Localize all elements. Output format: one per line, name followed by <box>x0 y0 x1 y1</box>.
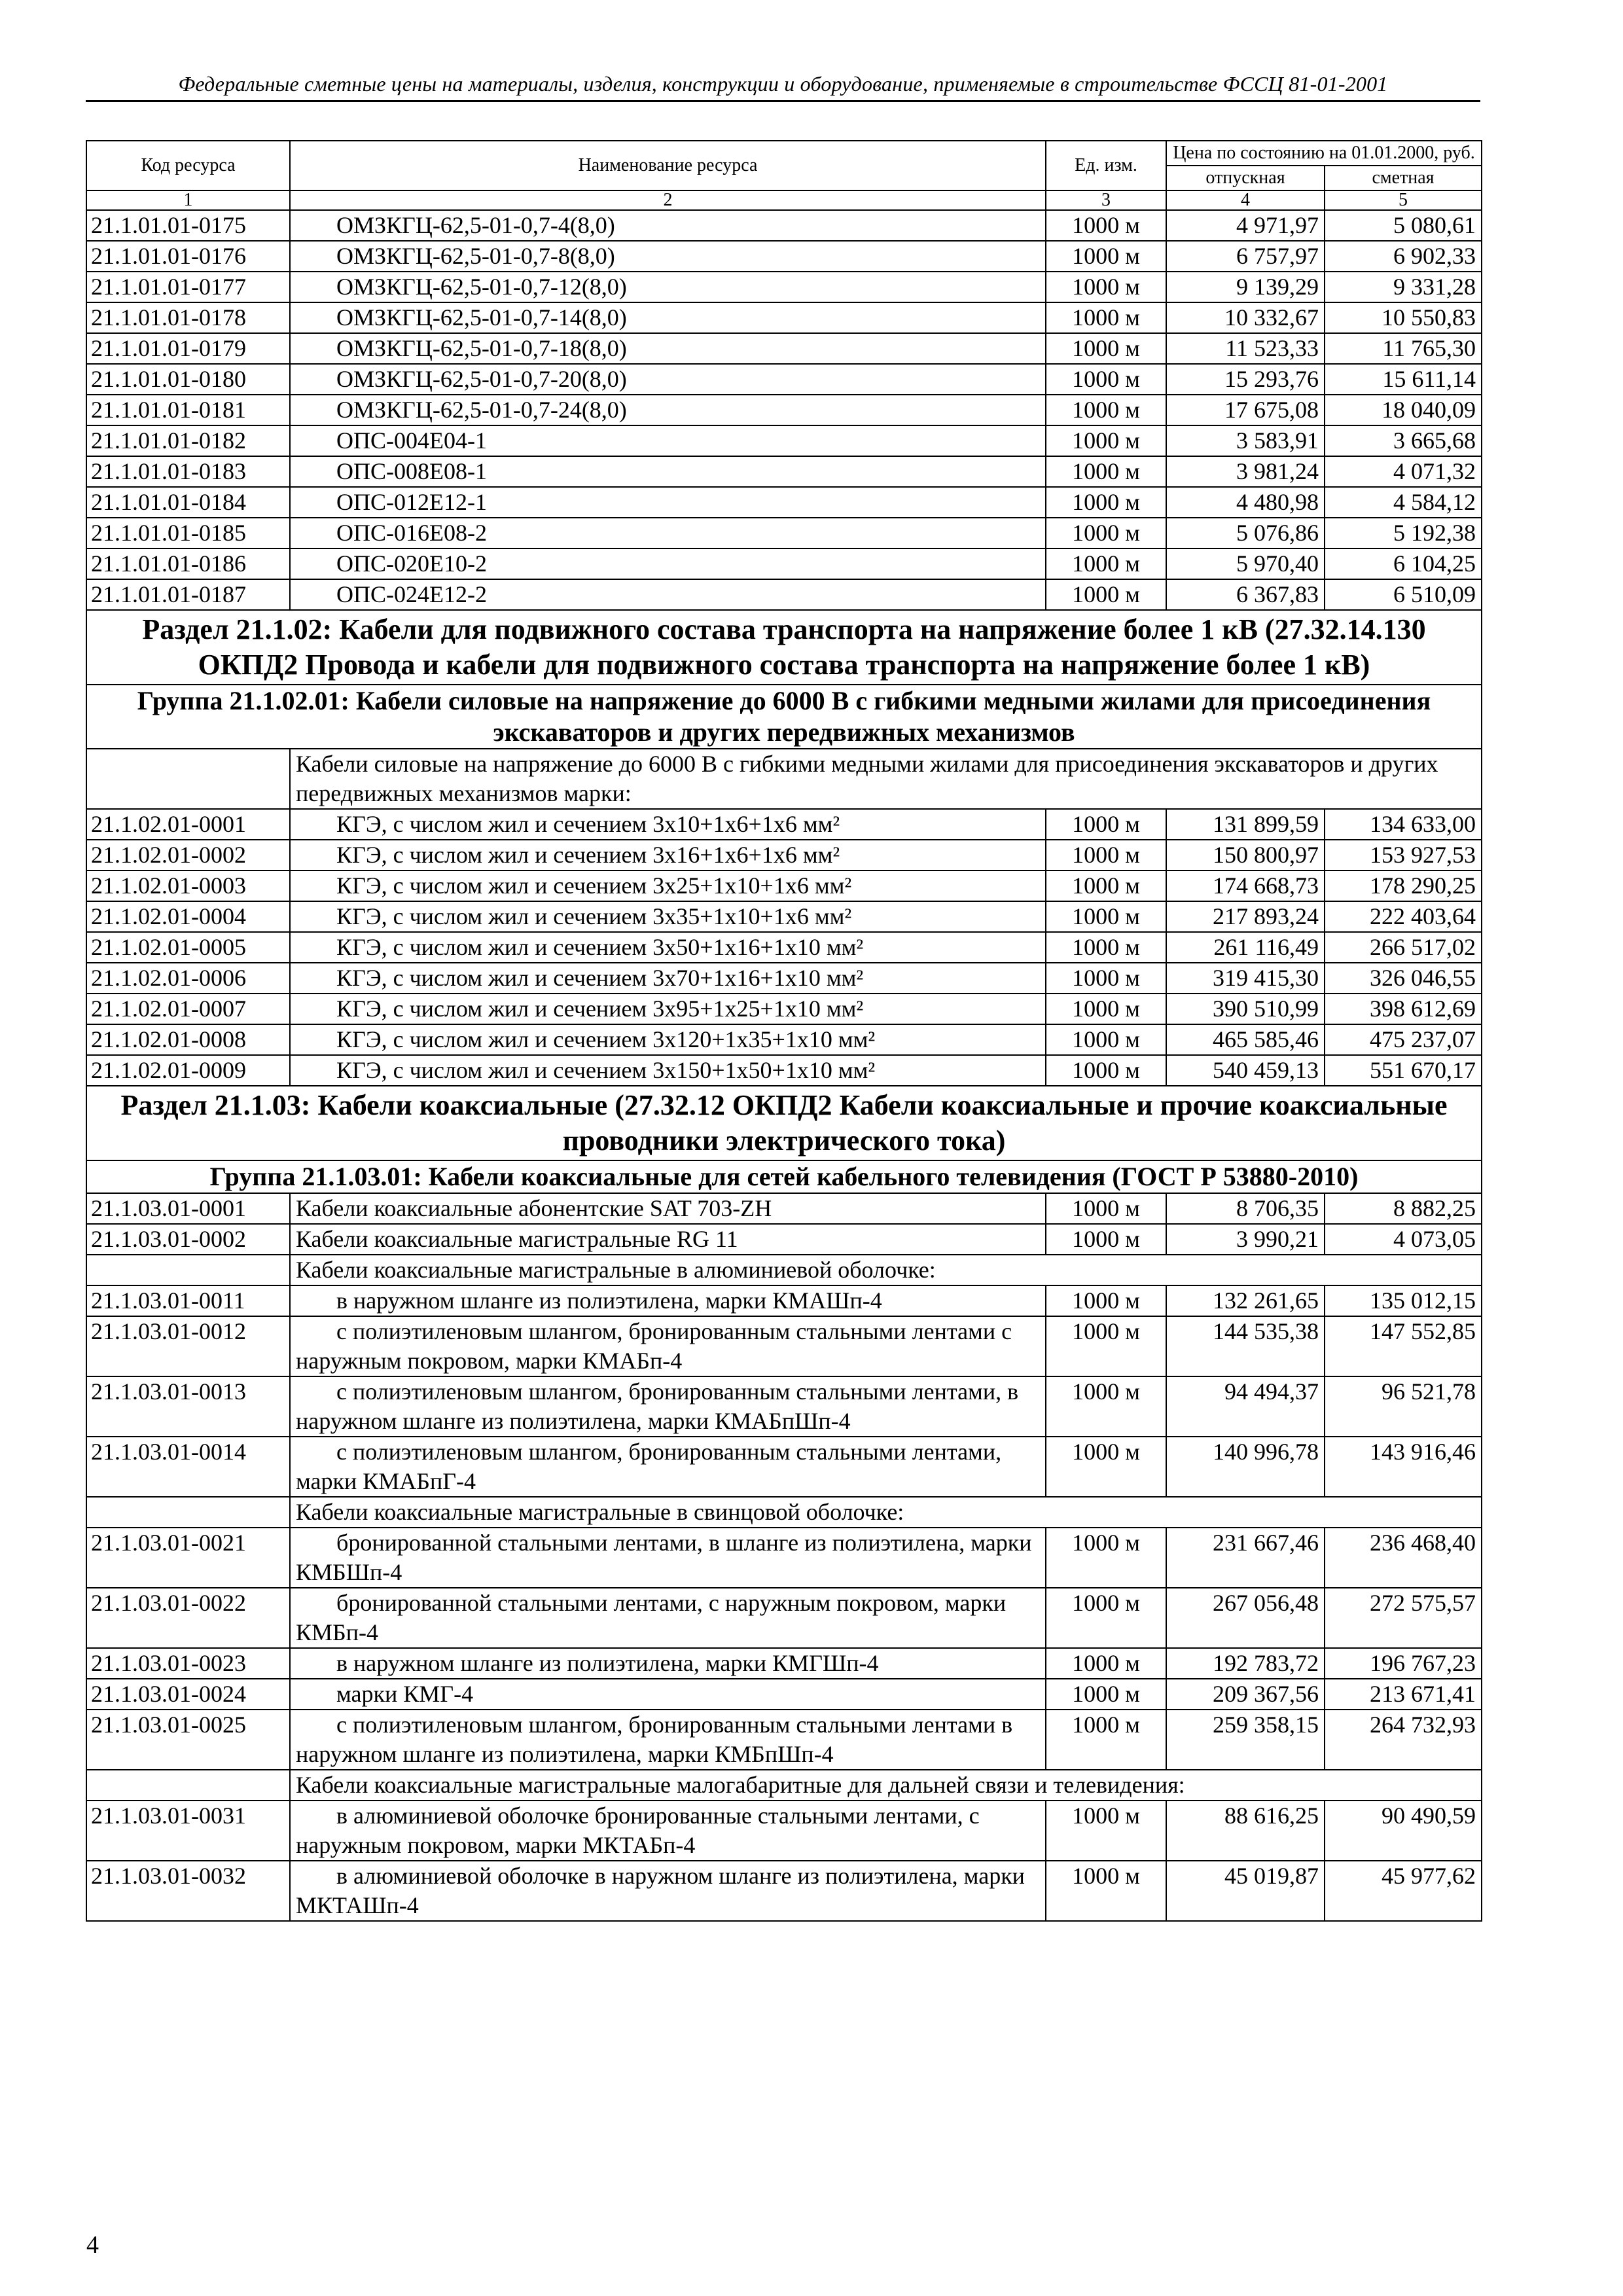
subgroup-note-row <box>86 749 1482 809</box>
estimate-price: 272 575,57 <box>1325 1588 1482 1648</box>
release-price: 15 293,76 <box>1166 364 1325 395</box>
unit: 1000 м <box>1046 1648 1166 1679</box>
release-price: 5 076,86 <box>1166 518 1325 548</box>
resource-name: ОПС-016Е08-2 <box>290 518 1046 548</box>
resource-name: ОПС-020Е10-2 <box>290 548 1046 579</box>
header-price: Цена по состоянию на 01.01.2000, руб. <box>1166 141 1482 166</box>
table-row <box>86 1376 1482 1437</box>
resource-code: 21.1.03.01-0011 <box>86 1285 290 1316</box>
estimate-price: 6 902,33 <box>1325 241 1482 272</box>
unit: 1000 м <box>1046 1193 1166 1224</box>
empty-code-cell <box>86 1255 290 1285</box>
resource-code: 21.1.01.01-0175 <box>86 210 290 241</box>
section-heading: Раздел 21.1.03: Кабели коаксиальные (27.32.12 ОКПД2 Кабели коаксиальные и прочие коаксиальные проводники электрического тока) <box>86 1086 1482 1160</box>
resource-code: 21.1.02.01-0003 <box>86 870 290 901</box>
release-price: 88 616,25 <box>1166 1801 1325 1861</box>
table-row <box>86 1055 1482 1086</box>
resource-name: бронированной стальными лентами, с наружным покровом, марки КМБп-4 <box>290 1588 1046 1648</box>
resource-name: ОМЗКГЦ-62,5-01-0,7-20(8,0) <box>290 364 1046 395</box>
resource-name: марки КМГ-4 <box>290 1679 1046 1710</box>
unit: 1000 м <box>1046 1024 1166 1055</box>
resource-name: КГЭ, с числом жил и сечением 3х120+1х35+1х10 мм² <box>290 1024 1046 1055</box>
resource-code: 21.1.01.01-0177 <box>86 272 290 302</box>
resource-code: 21.1.01.01-0178 <box>86 302 290 333</box>
table-row <box>86 548 1482 579</box>
unit: 1000 м <box>1046 1801 1166 1861</box>
unit: 1000 м <box>1046 1861 1166 1921</box>
unit: 1000 м <box>1046 1224 1166 1255</box>
unit: 1000 м <box>1046 901 1166 932</box>
release-price: 8 706,35 <box>1166 1193 1325 1224</box>
estimate-price: 398 612,69 <box>1325 994 1482 1024</box>
column-number: 2 <box>290 190 1046 210</box>
resource-code: 21.1.03.01-0002 <box>86 1224 290 1255</box>
table-body <box>86 210 1482 1921</box>
release-price: 3 981,24 <box>1166 456 1325 487</box>
resource-name: ОМЗКГЦ-62,5-01-0,7-8(8,0) <box>290 241 1046 272</box>
estimate-price: 96 521,78 <box>1325 1376 1482 1437</box>
resource-name: в алюминиевой оболочке в наружном шланге из полиэтилена, марки МКТАШп-4 <box>290 1861 1046 1921</box>
resource-name: КГЭ, с числом жил и сечением 3х35+1х10+1х6 мм² <box>290 901 1046 932</box>
empty-code-cell <box>86 749 290 809</box>
resource-name: КГЭ, с числом жил и сечением 3х70+1х16+1х10 мм² <box>290 963 1046 994</box>
estimate-price: 6 104,25 <box>1325 548 1482 579</box>
table-row <box>86 1801 1482 1861</box>
estimate-price: 3 665,68 <box>1325 425 1482 456</box>
subgroup-note-row <box>86 1255 1482 1285</box>
resource-name: в алюминиевой оболочке бронированные стальными лентами, с наружным покровом, марки МКТАБп-4 <box>290 1801 1046 1861</box>
resource-code: 21.1.03.01-0001 <box>86 1193 290 1224</box>
table-row <box>86 487 1482 518</box>
subgroup-note: Кабели коаксиальные магистральные в алюминиевой оболочке: <box>290 1255 1482 1285</box>
estimate-price: 147 552,85 <box>1325 1316 1482 1376</box>
release-price: 45 019,87 <box>1166 1861 1325 1921</box>
resource-name: ОПС-024Е12-2 <box>290 579 1046 610</box>
unit: 1000 м <box>1046 487 1166 518</box>
header-code: Код ресурса <box>86 141 290 190</box>
unit: 1000 м <box>1046 302 1166 333</box>
release-price: 217 893,24 <box>1166 901 1325 932</box>
table-row <box>86 1861 1482 1921</box>
group-heading-row <box>86 685 1482 749</box>
resource-name: КГЭ, с числом жил и сечением 3х95+1х25+1х10 мм² <box>290 994 1046 1024</box>
release-price: 267 056,48 <box>1166 1588 1325 1648</box>
release-price: 261 116,49 <box>1166 932 1325 963</box>
estimate-price: 236 468,40 <box>1325 1528 1482 1588</box>
resource-name: в наружном шланге из полиэтилена, марки КМАШп-4 <box>290 1285 1046 1316</box>
unit: 1000 м <box>1046 210 1166 241</box>
table-row <box>86 395 1482 425</box>
resource-name: ОМЗКГЦ-62,5-01-0,7-12(8,0) <box>290 272 1046 302</box>
table-row <box>86 241 1482 272</box>
resource-name: КГЭ, с числом жил и сечением 3х25+1х10+1х6 мм² <box>290 870 1046 901</box>
resource-code: 21.1.03.01-0013 <box>86 1376 290 1437</box>
resource-code: 21.1.03.01-0012 <box>86 1316 290 1376</box>
empty-code-cell <box>86 1770 290 1801</box>
resource-code: 21.1.01.01-0179 <box>86 333 290 364</box>
resource-code: 21.1.03.01-0032 <box>86 1861 290 1921</box>
unit: 1000 м <box>1046 1055 1166 1086</box>
unit: 1000 м <box>1046 1316 1166 1376</box>
column-number: 4 <box>1166 190 1325 210</box>
unit: 1000 м <box>1046 395 1166 425</box>
unit: 1000 м <box>1046 518 1166 548</box>
table-row <box>86 1710 1482 1770</box>
estimate-price: 4 584,12 <box>1325 487 1482 518</box>
estimate-price: 178 290,25 <box>1325 870 1482 901</box>
release-price: 10 332,67 <box>1166 302 1325 333</box>
resource-code: 21.1.03.01-0024 <box>86 1679 290 1710</box>
release-price: 259 358,15 <box>1166 1710 1325 1770</box>
estimate-price: 45 977,62 <box>1325 1861 1482 1921</box>
resource-code: 21.1.01.01-0183 <box>86 456 290 487</box>
resource-name: в наружном шланге из полиэтилена, марки КМГШп-4 <box>290 1648 1046 1679</box>
release-price: 231 667,46 <box>1166 1528 1325 1588</box>
release-price: 465 585,46 <box>1166 1024 1325 1055</box>
release-price: 6 367,83 <box>1166 579 1325 610</box>
resource-code: 21.1.02.01-0007 <box>86 994 290 1024</box>
header-estimate-price: сметная <box>1325 166 1482 190</box>
resource-code: 21.1.03.01-0023 <box>86 1648 290 1679</box>
release-price: 140 996,78 <box>1166 1437 1325 1497</box>
subgroup-note: Кабели коаксиальные магистральные в свинцовой оболочке: <box>290 1497 1482 1528</box>
resource-name: ОМЗКГЦ-62,5-01-0,7-14(8,0) <box>290 302 1046 333</box>
running-header: Федеральные сметные цены на материалы, изделия, конструкции и оборудование, применяемые в строительстве ФССЦ 81-01-2001 <box>86 72 1480 102</box>
estimate-price: 4 071,32 <box>1325 456 1482 487</box>
release-price: 319 415,30 <box>1166 963 1325 994</box>
resource-name: ОМЗКГЦ-62,5-01-0,7-24(8,0) <box>290 395 1046 425</box>
resource-code: 21.1.03.01-0014 <box>86 1437 290 1497</box>
table-row <box>86 1224 1482 1255</box>
estimate-price: 5 192,38 <box>1325 518 1482 548</box>
resource-name: ОМЗКГЦ-62,5-01-0,7-4(8,0) <box>290 210 1046 241</box>
table-row <box>86 994 1482 1024</box>
resource-code: 21.1.02.01-0004 <box>86 901 290 932</box>
estimate-price: 15 611,14 <box>1325 364 1482 395</box>
resource-name: бронированной стальными лентами, в шланге из полиэтилена, марки КМБШп-4 <box>290 1528 1046 1588</box>
estimate-price: 134 633,00 <box>1325 809 1482 840</box>
resource-code: 21.1.02.01-0005 <box>86 932 290 963</box>
release-price: 132 261,65 <box>1166 1285 1325 1316</box>
subgroup-note-row <box>86 1497 1482 1528</box>
unit: 1000 м <box>1046 1679 1166 1710</box>
unit: 1000 м <box>1046 241 1166 272</box>
resource-code: 21.1.01.01-0186 <box>86 548 290 579</box>
table-row <box>86 1437 1482 1497</box>
table-row <box>86 1528 1482 1588</box>
resource-code: 21.1.01.01-0185 <box>86 518 290 548</box>
unit: 1000 м <box>1046 870 1166 901</box>
release-price: 11 523,33 <box>1166 333 1325 364</box>
estimate-price: 5 080,61 <box>1325 210 1482 241</box>
column-number-row <box>86 190 1482 210</box>
table-row <box>86 840 1482 870</box>
table-row <box>86 579 1482 610</box>
subgroup-note: Кабели силовые на напряжение до 6000 В с гибкими медными жилами для присоединения экскаваторов и других передвижных механизмов марки: <box>290 749 1482 809</box>
estimate-price: 266 517,02 <box>1325 932 1482 963</box>
release-price: 150 800,97 <box>1166 840 1325 870</box>
resource-name: КГЭ, с числом жил и сечением 3х50+1х16+1х10 мм² <box>290 932 1046 963</box>
resource-code: 21.1.01.01-0184 <box>86 487 290 518</box>
section-heading-row <box>86 610 1482 685</box>
unit: 1000 м <box>1046 425 1166 456</box>
table-row <box>86 364 1482 395</box>
release-price: 6 757,97 <box>1166 241 1325 272</box>
table-row <box>86 456 1482 487</box>
resource-name: ОПС-008Е08-1 <box>290 456 1046 487</box>
table-row <box>86 210 1482 241</box>
table-row <box>86 1285 1482 1316</box>
unit: 1000 м <box>1046 1710 1166 1770</box>
estimate-price: 143 916,46 <box>1325 1437 1482 1497</box>
resource-code: 21.1.01.01-0180 <box>86 364 290 395</box>
estimate-price: 326 046,55 <box>1325 963 1482 994</box>
release-price: 131 899,59 <box>1166 809 1325 840</box>
release-price: 390 510,99 <box>1166 994 1325 1024</box>
release-price: 174 668,73 <box>1166 870 1325 901</box>
unit: 1000 м <box>1046 1588 1166 1648</box>
release-price: 4 480,98 <box>1166 487 1325 518</box>
unit: 1000 м <box>1046 809 1166 840</box>
resource-code: 21.1.03.01-0022 <box>86 1588 290 1648</box>
table-row <box>86 333 1482 364</box>
group-heading: Группа 21.1.02.01: Кабели силовые на напряжение до 6000 В с гибкими медными жилами для присоединения экскаваторов и других передвижных механизмов <box>86 685 1482 749</box>
estimate-price: 222 403,64 <box>1325 901 1482 932</box>
resource-name: КГЭ, с числом жил и сечением 3х10+1х6+1х6 мм² <box>290 809 1046 840</box>
resource-code: 21.1.03.01-0031 <box>86 1801 290 1861</box>
resource-code: 21.1.02.01-0008 <box>86 1024 290 1055</box>
resource-name: с полиэтиленовым шлангом, бронированным стальными лентами, марки КМАБпГ-4 <box>290 1437 1046 1497</box>
table-row <box>86 963 1482 994</box>
unit: 1000 м <box>1046 364 1166 395</box>
unit: 1000 м <box>1046 579 1166 610</box>
resource-name: ОПС-012Е12-1 <box>290 487 1046 518</box>
resource-name: ОПС-004Е04-1 <box>290 425 1046 456</box>
estimate-price: 8 882,25 <box>1325 1193 1482 1224</box>
release-price: 94 494,37 <box>1166 1376 1325 1437</box>
group-heading-row <box>86 1160 1482 1193</box>
table-header-row <box>86 141 1482 166</box>
estimate-price: 551 670,17 <box>1325 1055 1482 1086</box>
resource-name: Кабели коаксиальные абонентские SAT 703-ZH <box>290 1193 1046 1224</box>
table-row <box>86 1679 1482 1710</box>
resource-name: Кабели коаксиальные магистральные RG 11 <box>290 1224 1046 1255</box>
release-price: 209 367,56 <box>1166 1679 1325 1710</box>
release-price: 144 535,38 <box>1166 1316 1325 1376</box>
empty-code-cell <box>86 1497 290 1528</box>
estimate-price: 6 510,09 <box>1325 579 1482 610</box>
table-row <box>86 1316 1482 1376</box>
section-heading-row <box>86 1086 1482 1160</box>
unit: 1000 м <box>1046 1285 1166 1316</box>
estimate-price: 264 732,93 <box>1325 1710 1482 1770</box>
resource-code: 21.1.01.01-0182 <box>86 425 290 456</box>
release-price: 192 783,72 <box>1166 1648 1325 1679</box>
table-row <box>86 272 1482 302</box>
table-row <box>86 1648 1482 1679</box>
unit: 1000 м <box>1046 548 1166 579</box>
unit: 1000 м <box>1046 1437 1166 1497</box>
unit: 1000 м <box>1046 840 1166 870</box>
estimate-price: 4 073,05 <box>1325 1224 1482 1255</box>
section-heading: Раздел 21.1.02: Кабели для подвижного состава транспорта на напряжение более 1 кВ (27.32.14.130 ОКПД2 Провода и кабели для подвижного состава транспорта на напряжение более 1 кВ) <box>86 610 1482 685</box>
table-row <box>86 1024 1482 1055</box>
resource-code: 21.1.03.01-0021 <box>86 1528 290 1588</box>
estimate-price: 475 237,07 <box>1325 1024 1482 1055</box>
estimate-price: 196 767,23 <box>1325 1648 1482 1679</box>
resource-code: 21.1.02.01-0002 <box>86 840 290 870</box>
header-unit: Ед. изм. <box>1046 141 1166 190</box>
table-row <box>86 302 1482 333</box>
unit: 1000 м <box>1046 963 1166 994</box>
unit: 1000 м <box>1046 333 1166 364</box>
table-row <box>86 518 1482 548</box>
subgroup-note: Кабели коаксиальные магистральные малогабаритные для дальней связи и телевидения: <box>290 1770 1482 1801</box>
release-price: 3 583,91 <box>1166 425 1325 456</box>
resource-code: 21.1.02.01-0006 <box>86 963 290 994</box>
resource-code: 21.1.03.01-0025 <box>86 1710 290 1770</box>
unit: 1000 м <box>1046 932 1166 963</box>
unit: 1000 м <box>1046 1376 1166 1437</box>
column-number: 1 <box>86 190 290 210</box>
table-row <box>86 901 1482 932</box>
group-heading: Группа 21.1.03.01: Кабели коаксиальные для сетей кабельного телевидения (ГОСТ Р 53880-2010) <box>86 1160 1482 1193</box>
estimate-price: 213 671,41 <box>1325 1679 1482 1710</box>
unit: 1000 м <box>1046 456 1166 487</box>
estimate-price: 90 490,59 <box>1325 1801 1482 1861</box>
table-row <box>86 1588 1482 1648</box>
estimate-price: 18 040,09 <box>1325 395 1482 425</box>
unit: 1000 м <box>1046 272 1166 302</box>
price-table <box>86 140 1482 1922</box>
unit: 1000 м <box>1046 994 1166 1024</box>
unit: 1000 м <box>1046 1528 1166 1588</box>
release-price: 540 459,13 <box>1166 1055 1325 1086</box>
header-name: Наименование ресурса <box>290 141 1046 190</box>
resource-code: 21.1.02.01-0001 <box>86 809 290 840</box>
estimate-price: 135 012,15 <box>1325 1285 1482 1316</box>
estimate-price: 10 550,83 <box>1325 302 1482 333</box>
release-price: 9 139,29 <box>1166 272 1325 302</box>
release-price: 4 971,97 <box>1166 210 1325 241</box>
estimate-price: 9 331,28 <box>1325 272 1482 302</box>
resource-code: 21.1.02.01-0009 <box>86 1055 290 1086</box>
estimate-price: 11 765,30 <box>1325 333 1482 364</box>
column-number: 3 <box>1046 190 1166 210</box>
header-release-price: отпускная <box>1166 166 1325 190</box>
release-price: 3 990,21 <box>1166 1224 1325 1255</box>
table-row <box>86 870 1482 901</box>
release-price: 5 970,40 <box>1166 548 1325 579</box>
table-row <box>86 1193 1482 1224</box>
resource-code: 21.1.01.01-0187 <box>86 579 290 610</box>
resource-code: 21.1.01.01-0181 <box>86 395 290 425</box>
resource-name: КГЭ, с числом жил и сечением 3х150+1х50+1х10 мм² <box>290 1055 1046 1086</box>
resource-code: 21.1.01.01-0176 <box>86 241 290 272</box>
resource-name: с полиэтиленовым шлангом, бронированным стальными лентами, в наружном шланге из полиэтилена, марки КМАБпШп-4 <box>290 1376 1046 1437</box>
release-price: 17 675,08 <box>1166 395 1325 425</box>
estimate-price: 153 927,53 <box>1325 840 1482 870</box>
page-number: 4 <box>86 2231 99 2259</box>
table-row <box>86 932 1482 963</box>
subgroup-note-row <box>86 1770 1482 1801</box>
resource-name: ОМЗКГЦ-62,5-01-0,7-18(8,0) <box>290 333 1046 364</box>
resource-name: с полиэтиленовым шлангом, бронированным стальными лентами с наружным покровом, марки КМАБп-4 <box>290 1316 1046 1376</box>
resource-name: с полиэтиленовым шлангом, бронированным стальными лентами в наружном шланге из полиэтилена, марки КМБпШп-4 <box>290 1710 1046 1770</box>
table-row <box>86 809 1482 840</box>
column-number: 5 <box>1325 190 1482 210</box>
resource-name: КГЭ, с числом жил и сечением 3х16+1х6+1х6 мм² <box>290 840 1046 870</box>
table-row <box>86 425 1482 456</box>
